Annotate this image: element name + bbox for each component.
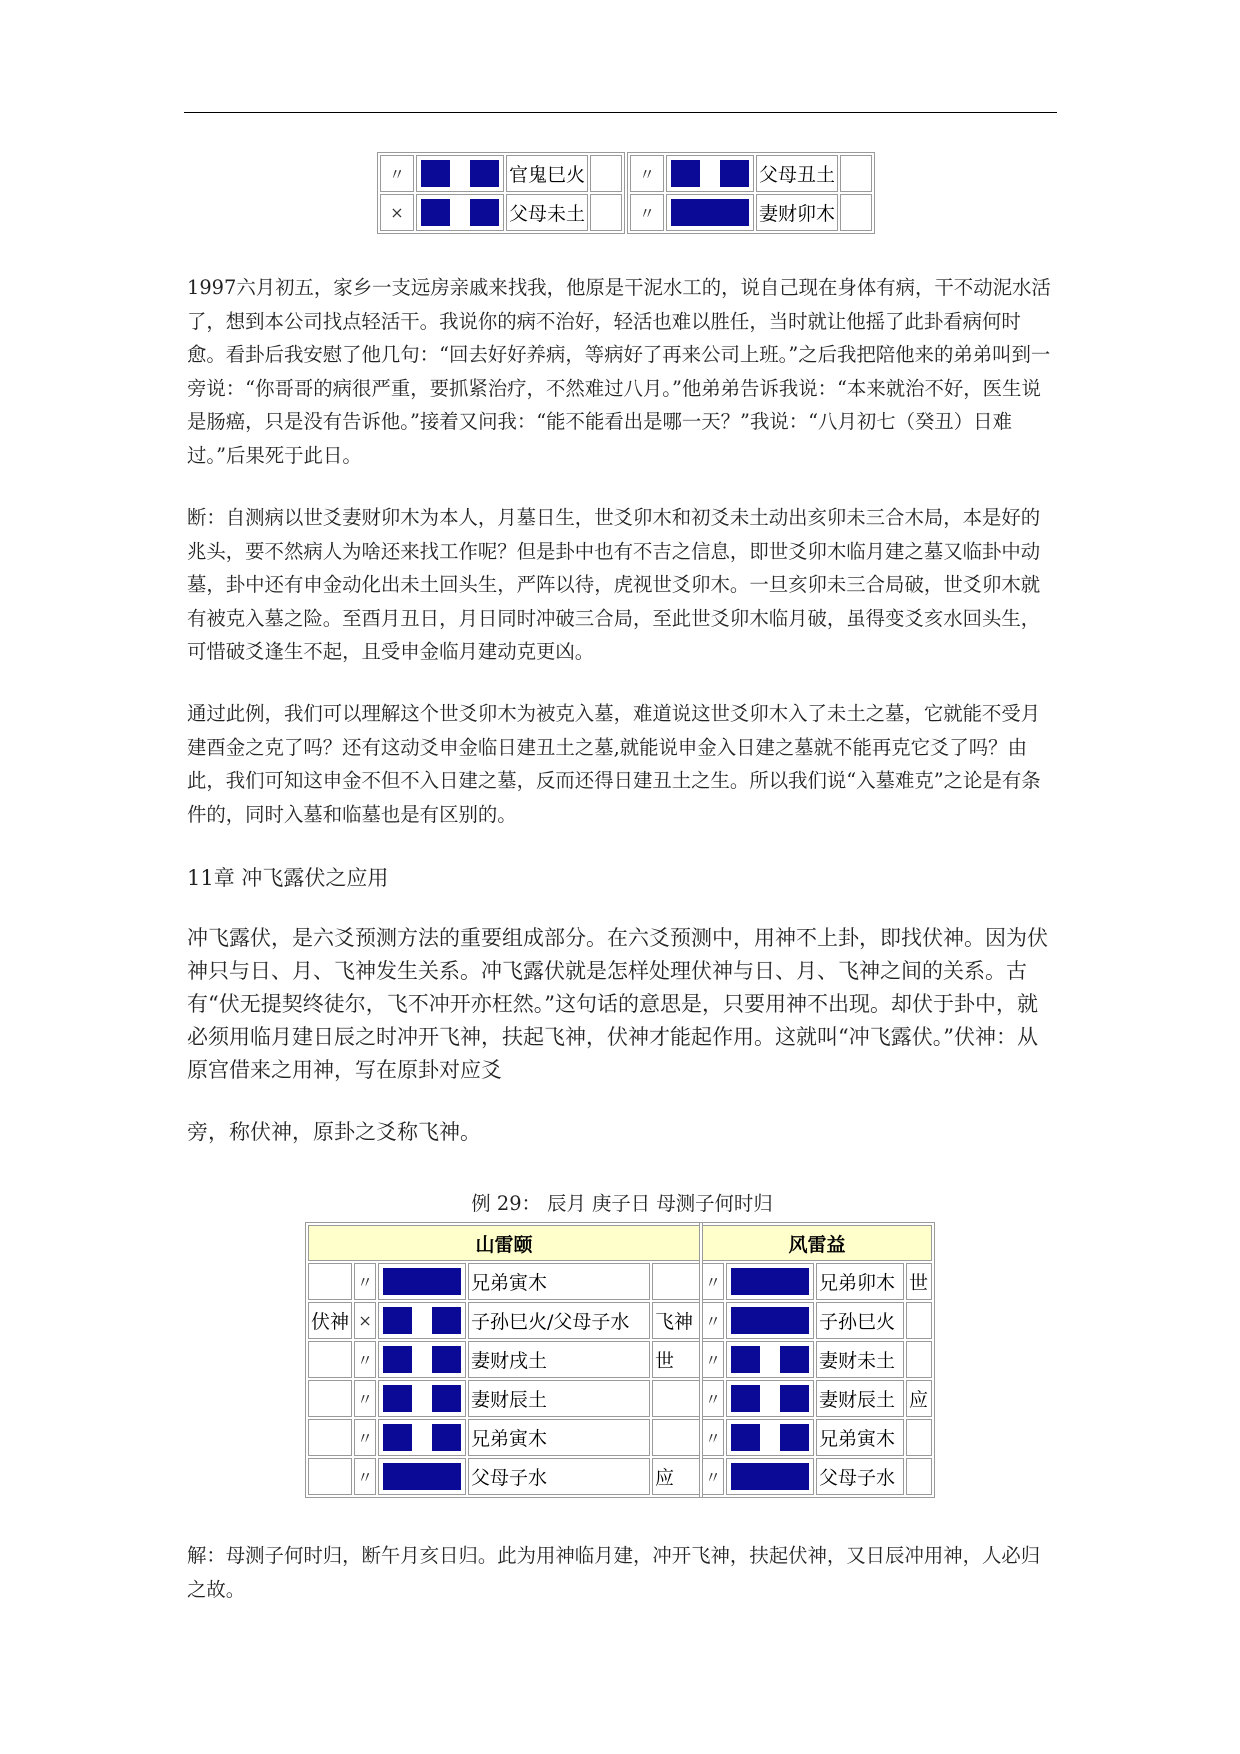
- line-label: 父母丑土: [756, 155, 838, 192]
- yin-line: [416, 155, 504, 192]
- line-mark: 〃: [702, 1458, 724, 1495]
- line-extra: [590, 194, 622, 231]
- gua-row: [380, 194, 622, 231]
- yin-line: [666, 155, 754, 192]
- side-label: [308, 1263, 352, 1300]
- yin-line: [726, 1419, 814, 1456]
- line-label: 官鬼巳火: [506, 155, 588, 192]
- gua-row: [308, 1419, 700, 1456]
- paragraph-chapter-intro-cont: 旁，称伏神，原卦之爻称飞神。: [187, 1120, 481, 1144]
- line-label: 妻财戌土: [468, 1341, 650, 1378]
- line-mark: 〃: [354, 1458, 376, 1495]
- line-extra: [840, 155, 872, 192]
- line-label: 妻财辰土: [468, 1380, 650, 1417]
- header-rule: [184, 112, 1057, 113]
- yang-line: [726, 1302, 814, 1339]
- gua-row: [308, 1341, 700, 1378]
- yang-line: [378, 1263, 466, 1300]
- gua-row: [702, 1458, 932, 1495]
- line-mark: ×: [380, 194, 414, 231]
- line-mark: 〃: [354, 1419, 376, 1456]
- gua-row: [702, 1263, 932, 1300]
- chapter-title: 11章 冲飞露伏之应用: [187, 866, 389, 890]
- line-mark: ×: [354, 1302, 376, 1339]
- gua-row: [630, 155, 872, 192]
- yin-line: [378, 1302, 466, 1339]
- yin-line: [416, 194, 504, 231]
- line-mark: 〃: [630, 155, 664, 192]
- line-extra: [840, 194, 872, 231]
- line-mark: 〃: [702, 1302, 724, 1339]
- top-gua-right: [627, 152, 875, 234]
- gua-row: [380, 155, 622, 192]
- yin-line: [726, 1341, 814, 1378]
- gua-header-row: [702, 1225, 932, 1261]
- gua-header-row: [308, 1225, 700, 1261]
- gua-row: [308, 1458, 700, 1495]
- line-extra: [906, 1302, 932, 1339]
- paragraph-judgement: 断：自测病以世爻妻财卯木为本人，月墓日生，世爻卯木和初爻未土动出亥卯未三合木局，本是好的兆头，要不然病人为啥还来找工作呢？但是卦中也有不吉之信息，即世爻卯木临月建之墓又临卦中动墓，卦中还有申金动化出未土回头生，严阵以待，虎视世爻卯木。一旦亥卯未三合局破，世爻卯木就有被克入墓之险。至酉月丑日，月日同时冲破三合局，至此世爻卯木临月破，虽得变爻亥水回头生，可惜破爻逢生不起，且受申金临月建动克更凶。: [187, 506, 1041, 663]
- gua-change-table: [699, 1222, 935, 1498]
- line-extra: 飞神: [652, 1302, 700, 1339]
- line-mark: 〃: [702, 1341, 724, 1378]
- yang-line: [726, 1263, 814, 1300]
- gua-row: [630, 194, 872, 231]
- line-label: 兄弟寅木: [468, 1419, 650, 1456]
- gua-row: [308, 1380, 700, 1417]
- line-label: 兄弟卯木: [816, 1263, 904, 1300]
- side-label: 伏神: [308, 1302, 352, 1339]
- line-label: 兄弟寅木: [468, 1263, 650, 1300]
- line-mark: 〃: [354, 1263, 376, 1300]
- line-label: 父母子水: [468, 1458, 650, 1495]
- line-extra: 应: [652, 1458, 700, 1495]
- paragraph-case-story: 1997六月初五，家乡一支远房亲戚来找我，他原是干泥水工的，说自己现在身体有病，干不动泥水活了，想到本公司找点轻活干。我说你的病不治好，轻活也难以胜任，当时就让他摇了此卦看病何时愈。看卦后我安慰了他几句：“回去好好养病，等病好了再来公司上班。”之后我把陪他来的弟弟叫到一旁说：“你哥哥的病很严重，要抓紧治疗，不然难过八月。”他弟弟告诉我说：“本来就治不好，医生说是肠癌，只是没有告诉他。”接着又问我：“能不能看出是哪一天？”我说：“八月初七（癸丑）日难过。”后果死于此日。: [187, 276, 1051, 467]
- yang-line: [726, 1458, 814, 1495]
- line-mark: 〃: [702, 1419, 724, 1456]
- line-extra: [906, 1341, 932, 1378]
- yang-line: [378, 1458, 466, 1495]
- gua-row: [702, 1419, 932, 1456]
- gua-row: [702, 1380, 932, 1417]
- line-mark: 〃: [702, 1263, 724, 1300]
- yin-line: [378, 1380, 466, 1417]
- side-label: [308, 1458, 352, 1495]
- gua-main-title: 山雷颐: [308, 1225, 700, 1261]
- line-mark: 〃: [354, 1341, 376, 1378]
- line-extra: 应: [906, 1380, 932, 1417]
- line-extra: [652, 1263, 700, 1300]
- example-caption: 例 29： 辰月 庚子日 母测子何时归: [471, 1192, 773, 1215]
- paragraph-analysis: 通过此例，我们可以理解这个世爻卯木为被克入墓，难道说这世爻卯木入了未土之墓，它就能不受月建酉金之克了吗？还有这动爻申金临日建丑土之墓,就能说申金入日建之墓就不能再克它爻了吗？由此，我们可知这申金不但不入日建之墓，反而还得日建丑土之生。所以我们说“入墓难克”之论是有条件的，同时入墓和临墓也是有区别的。: [187, 702, 1041, 826]
- line-extra: [906, 1458, 932, 1495]
- line-extra: 世: [652, 1341, 700, 1378]
- paragraph-solution: 解：母测子何时归，断午月亥日归。此为用神临月建，冲开飞神，扶起伏神，又日辰冲用神，人必归之故。: [187, 1544, 1041, 1601]
- yin-line: [378, 1419, 466, 1456]
- line-label: 妻财辰土: [816, 1380, 904, 1417]
- yang-line: [666, 194, 754, 231]
- side-label: [308, 1341, 352, 1378]
- side-label: [308, 1380, 352, 1417]
- line-mark: 〃: [354, 1380, 376, 1417]
- top-gua-left: [377, 152, 625, 234]
- line-extra: 世: [906, 1263, 932, 1300]
- gua-row: [308, 1302, 700, 1339]
- gua-row: [702, 1341, 932, 1378]
- side-label: [308, 1419, 352, 1456]
- line-label: 子孙巳火: [816, 1302, 904, 1339]
- gua-row: [702, 1302, 932, 1339]
- gua-row: [308, 1263, 700, 1300]
- gua-main-table: [305, 1222, 703, 1498]
- gua-change-title: 风雷益: [702, 1225, 932, 1261]
- line-extra: [652, 1380, 700, 1417]
- line-extra: [590, 155, 622, 192]
- line-label: 父母未土: [506, 194, 588, 231]
- line-extra: [906, 1419, 932, 1456]
- yin-line: [726, 1380, 814, 1417]
- line-label: 兄弟寅木: [816, 1419, 904, 1456]
- line-extra: [652, 1419, 700, 1456]
- line-label: 父母子水: [816, 1458, 904, 1495]
- line-label: 妻财未土: [816, 1341, 904, 1378]
- line-label: 子孙巳火/父母子水: [468, 1302, 650, 1339]
- line-mark: 〃: [630, 194, 664, 231]
- line-mark: 〃: [380, 155, 414, 192]
- yin-line: [378, 1341, 466, 1378]
- line-label: 妻财卯木: [756, 194, 838, 231]
- paragraph-chapter-intro: 冲飞露伏，是六爻预测方法的重要组成部分。在六爻预测中，用神不上卦，即找伏神。因为伏神只与日、月、飞神发生关系。冲飞露伏就是怎样处理伏神与日、月、飞神之间的关系。古有“伏无提契终徒尔，飞不冲开亦枉然。”这句话的意思是，只要用神不出现。却伏于卦中，就必须用临月建日辰之时冲开飞神，扶起飞神，伏神才能起作用。这就叫“冲飞露伏。”伏神：从原宫借来之用神，写在原卦对应爻: [187, 926, 1048, 1082]
- line-mark: 〃: [702, 1380, 724, 1417]
